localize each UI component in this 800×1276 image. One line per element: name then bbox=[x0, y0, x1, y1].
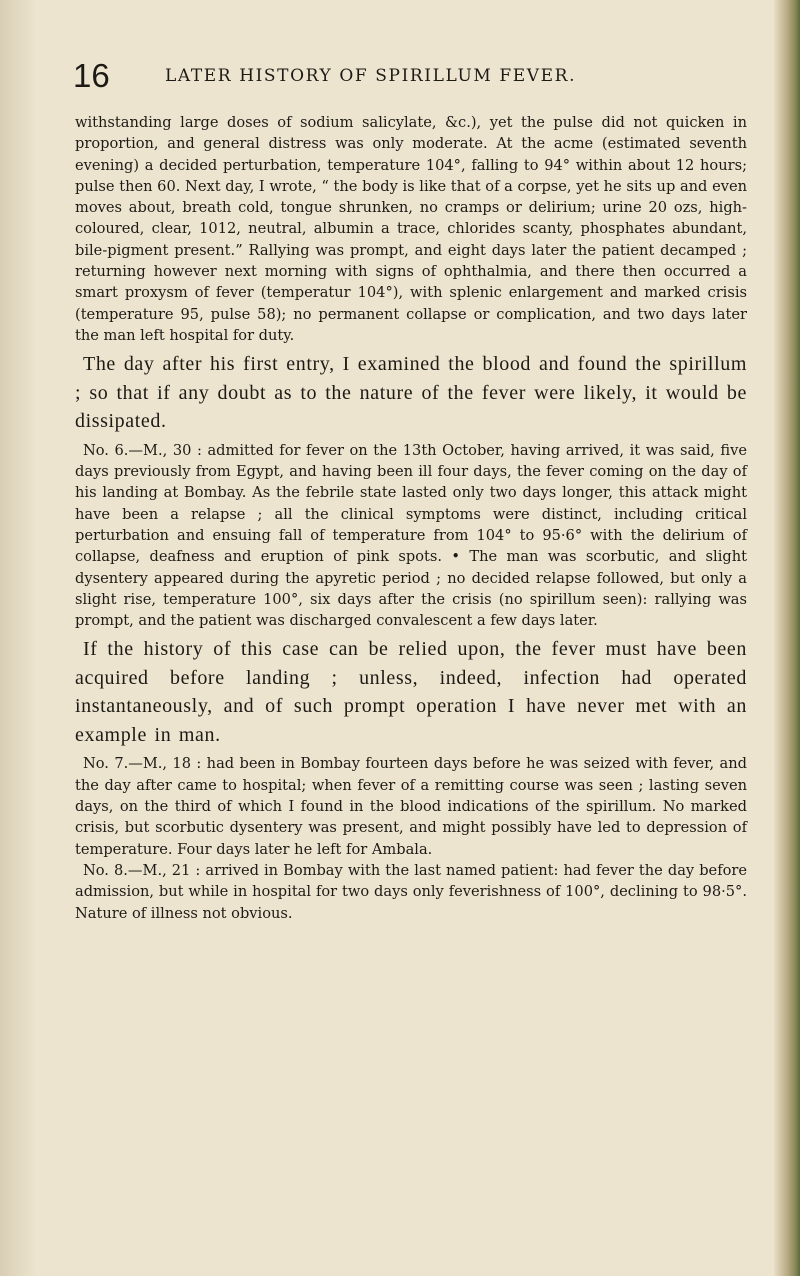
book-page bbox=[75, 58, 747, 924]
paragraph-commentary-2: If the history of this case can be relied upon, the fever must have been acquired before landing ; unless, indeed, infection had operated instantaneously, and of such prompt operation I have never met with an example in man. bbox=[75, 638, 747, 746]
page-edge bbox=[774, 0, 800, 1276]
paragraph-commentary-1: The day after his first entry, I examined the blood and found the spirillum ; so that if any doubt as to the nature of the fever were likely, it would be dissipated. bbox=[75, 353, 747, 433]
paragraph-case-7: No. 7.—M., 18 : had been in Bombay fourteen days before he was seized with fever, and the day after came to hospital; when fever of a remitting course was seen ; lasting seven days, on the third of which I found in the blood indications of the spirillum. No marked crisis, but scorbutic dysentery was present, and might possibly have led to depression of temperature. Four days later he left for Ambala. bbox=[75, 755, 747, 858]
paragraph-case-5-continued: withstanding large doses of sodium salicylate, &c.), yet the pulse did not quicken in proportion, and general distress was only moderate. At the acme (estimated seventh evening) a decided perturbation, temperature 104°, falling to 94° within about 12 hours; pulse then 60. Next day, I wrote, “ the body is like that of a corpse, yet he sits up and even moves about, breath cold, tongue shrunken, no cramps or delirium; urine 20 ozs, high-coloured, clear, 1012, neutral, albumin a trace, chlorides scanty, phosphates abundant, bile-pigment present.” Rallying was prompt, and eight days later the patient decamped ; returning however next morning with signs of ophthalmia, and there then occurred a smart proxysm of fever (temperatur 104°), with splenic enlargement and marked crisis (temperature 95, pulse 58); no permanent collapse or complication, and two days later the man left hospital for duty. bbox=[75, 114, 747, 344]
paragraph-case-8: No. 8.—M., 21 : arrived in Bombay with the last named patient: had fever the day before admission, but while in hospital for two days only feverishness of 100°, declining to 98·5°. Nature of illness not obvious. bbox=[75, 861, 747, 922]
running-title: LATER HISTORY OF SPIRILLUM FEVER. bbox=[165, 66, 577, 86]
binding-gutter bbox=[0, 0, 36, 1276]
running-head bbox=[75, 58, 747, 100]
paragraph-case-6: No. 6.—M., 30 : admitted for fever on the 13th October, having arrived, it was said, five days previously from Egypt, and having been ill four days, the fever coming on the day of his landing at Bombay. As the febrile state lasted only two days longer, this attack might have been a relapse ; all the clinical symptoms were distinct, including critical perturbation and ensuing fall of temperature from 104° to 95·6° with the delirium of collapse, deafness and eruption of pink spots. • The man was scorbutic, and slight dysentery appeared during the apyretic period ; no decided relapse followed, but only a slight rise, temperature 100°, six days after the crisis (no spirillum seen): rallying was prompt, and the patient was discharged convalescent a few days later. bbox=[75, 441, 747, 630]
page-number: 16 bbox=[73, 57, 110, 94]
